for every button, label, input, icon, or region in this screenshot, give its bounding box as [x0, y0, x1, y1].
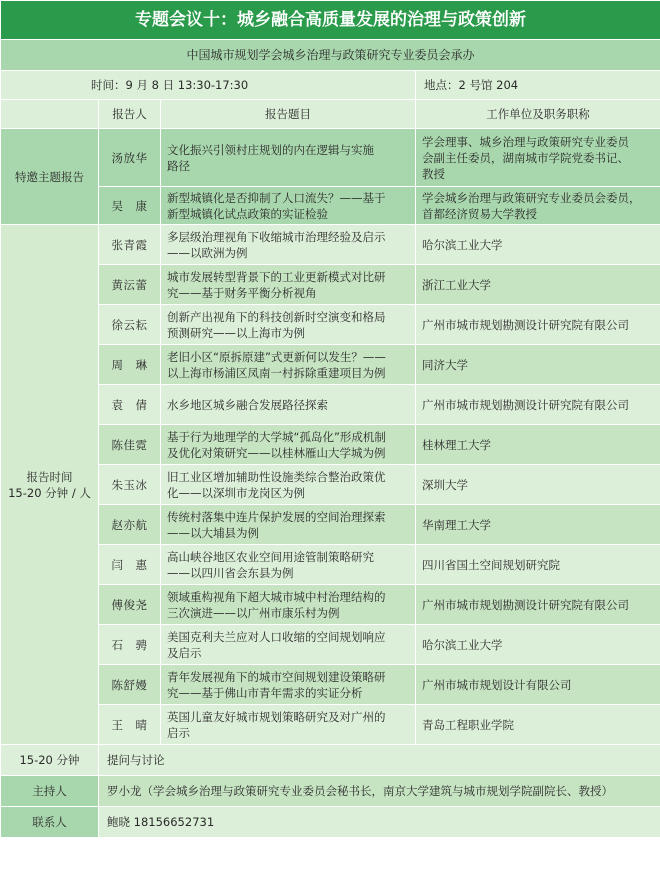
- unit-line: 四川省国土空间规划研究院: [422, 557, 560, 572]
- speaker-name: 陈佳霓: [99, 425, 161, 465]
- speaker-name: 傅俊尧: [99, 585, 161, 625]
- topic-line: 预测研究——以上海市为例: [167, 325, 305, 340]
- speaker-unit: [416, 187, 660, 225]
- topic-line: 高山峡谷地区农业空间用途管制策略研究: [167, 549, 374, 564]
- report-topic: [161, 665, 416, 705]
- report-topic: [161, 225, 416, 265]
- location-info: 地点：2 号馆 204: [416, 71, 660, 100]
- speaker-name: 袁 倩: [99, 385, 161, 425]
- speaker-unit: [416, 265, 660, 305]
- speaker-name: 王 晴: [99, 705, 161, 745]
- speaker-unit: [416, 225, 660, 265]
- speaker-unit: [416, 305, 660, 345]
- topic-line: 以上海市杨浦区凤南一村拆除重建项目为例: [167, 365, 386, 380]
- unit-line: 会副主任委员，湖南城市学院党委书记、: [422, 150, 629, 165]
- report-topic: [161, 385, 416, 425]
- unit-line: 学会城乡治理与政策研究专业委员会委员，: [422, 190, 641, 205]
- unit-line: 哈尔滨工业大学: [422, 637, 503, 652]
- organizer-line: 中国城市规划学会城乡治理与政策研究专业委员会承办: [1, 40, 660, 71]
- speaker-name: 张青霞: [99, 225, 161, 265]
- topic-line: 美国克利夫兰应对人口收缩的空间规划响应: [167, 629, 386, 644]
- speaker-name: 吴 康: [99, 187, 161, 225]
- contact-row: [1, 807, 660, 838]
- topic-line: 基于行为地理学的大学城“孤岛化”形成机制: [167, 429, 386, 444]
- unit-line: 华南理工大学: [422, 517, 491, 532]
- report-topic: [161, 705, 416, 745]
- report-topic: [161, 129, 416, 187]
- unit-line: 广州市城市规划设计有限公司: [422, 677, 572, 692]
- unit-line: 学会理事、城乡治理与政策研究专业委员: [422, 134, 629, 149]
- header-unit: 工作单位及职务职称: [416, 100, 660, 129]
- topic-line: 及启示: [167, 645, 202, 660]
- report-topic: [161, 265, 416, 305]
- unit-line: 同济大学: [422, 357, 468, 372]
- unit-line: 哈尔滨工业大学: [422, 237, 503, 252]
- unit-line: 桂林理工大学: [422, 437, 491, 452]
- topic-line: 新型城镇化试点政策的实证检验: [167, 206, 328, 221]
- header-topic: 报告题目: [161, 100, 416, 129]
- topic-line: 创新产出视角下的科技创新时空演变和格局: [167, 309, 386, 324]
- topic-line: ——以四川省会东县为例: [167, 565, 294, 580]
- speaker-unit: [416, 385, 660, 425]
- host-label: 主持人: [1, 776, 99, 807]
- session-title: 专题会议十：城乡融合高质量发展的治理与政策创新: [1, 1, 660, 40]
- report-topic: [161, 545, 416, 585]
- speaker-unit: [416, 345, 660, 385]
- discussion-text: 提问与讨论: [99, 745, 660, 776]
- topic-line: 水乡地区城乡融合发展路径探索: [167, 397, 328, 412]
- topic-line: 英国儿童友好城市规划策略研究及对广州的: [167, 709, 386, 724]
- speaker-name: 朱玉冰: [99, 465, 161, 505]
- report-row: [1, 225, 660, 265]
- unit-line: 教授: [422, 166, 445, 181]
- topic-line: 启示: [167, 725, 190, 740]
- topic-line: ——以欧洲为例: [167, 245, 248, 260]
- report-topic: [161, 585, 416, 625]
- report-row: [1, 265, 660, 305]
- topic-line: ——以大埔县为例: [167, 525, 259, 540]
- speaker-name: 赵亦航: [99, 505, 161, 545]
- contact-label: 联系人: [1, 807, 99, 838]
- unit-line: 广州市城市规划勘测设计研究院有限公司: [422, 597, 629, 612]
- speaker-name: 汤放华: [99, 129, 161, 187]
- report-row: [1, 625, 660, 665]
- speaker-unit: [416, 129, 660, 187]
- header-blank: [1, 100, 99, 129]
- report-time-label: [1, 225, 99, 745]
- unit-line: 深圳大学: [422, 477, 468, 492]
- topic-line: 传统村落集中连片保护发展的空间治理探索: [167, 509, 386, 524]
- topic-line: 城市发展转型背景下的工业更新模式对比研: [167, 269, 386, 284]
- speaker-unit: [416, 705, 660, 745]
- topic-line: 青年发展视角下的城市空间规划建设策略研: [167, 669, 386, 684]
- speaker-unit: [416, 465, 660, 505]
- unit-line: 浙江工业大学: [422, 277, 491, 292]
- host-text: 罗小龙（学会城乡治理与政策研究专业委员会秘书长，南京大学建筑与城市规划学院副院长、教授）: [99, 776, 660, 807]
- topic-line: 新型城镇化是否抑制了人口流失？——基于: [167, 190, 386, 205]
- topic-line: 领域重构视角下超大城市城中村治理结构的: [167, 589, 386, 604]
- report-row: [1, 425, 660, 465]
- unit-line: 广州市城市规划勘测设计研究院有限公司: [422, 317, 629, 332]
- time-info: 时间：9 月 8 日 13:30-17:30: [1, 71, 416, 100]
- unit-line: 青岛工程职业学院: [422, 717, 514, 732]
- report-row: [1, 305, 660, 345]
- report-row: [1, 505, 660, 545]
- topic-line: 路径: [167, 158, 190, 173]
- contact-text: 鲍晓 18156652731: [99, 807, 660, 838]
- speaker-unit: [416, 505, 660, 545]
- report-row: [1, 665, 660, 705]
- topic-line: 老旧小区“原拆原建”式更新何以发生？——: [167, 349, 386, 364]
- report-row: [1, 345, 660, 385]
- topic-line: 及优化对策研究——以桂林雁山大学城为例: [167, 445, 386, 460]
- topic-line: 旧工业区增加辅助性设施类综合整治政策优: [167, 469, 386, 484]
- speaker-name: 闫 惠: [99, 545, 161, 585]
- report-topic: [161, 305, 416, 345]
- topic-line: 三次演进——以广州市康乐村为例: [167, 605, 340, 620]
- speaker-unit: [416, 425, 660, 465]
- report-topic: [161, 345, 416, 385]
- report-topic: [161, 505, 416, 545]
- speaker-name: 徐云耘: [99, 305, 161, 345]
- header-speaker: 报告人: [99, 100, 161, 129]
- special-report-row: [1, 187, 660, 225]
- report-topic: [161, 425, 416, 465]
- speaker-name: 周 琳: [99, 345, 161, 385]
- topic-line: 多层级治理视角下收缩城市治理经验及启示: [167, 229, 386, 244]
- report-topic: [161, 187, 416, 225]
- discussion-row: [1, 745, 660, 776]
- report-time-label-line: 15-20 分钟 / 人: [8, 485, 91, 500]
- report-row: [1, 385, 660, 425]
- report-time-label-line: 报告时间: [26, 469, 73, 484]
- host-row: [1, 776, 660, 807]
- report-row: [1, 545, 660, 585]
- speaker-name: 陈舒嫚: [99, 665, 161, 705]
- topic-line: 文化振兴引领村庄规划的内在逻辑与实施: [167, 142, 374, 157]
- speaker-name: 石 骋: [99, 625, 161, 665]
- report-row: [1, 465, 660, 505]
- discussion-label: 15-20 分钟: [1, 745, 99, 776]
- report-row: [1, 585, 660, 625]
- speaker-name: 黄沄蕾: [99, 265, 161, 305]
- unit-line: 首都经济贸易大学教授: [422, 206, 537, 221]
- unit-line: 广州市城市规划勘测设计研究院有限公司: [422, 397, 629, 412]
- topic-line: 化——以深圳市龙岗区为例: [167, 485, 305, 500]
- report-topic: [161, 465, 416, 505]
- speaker-unit: [416, 625, 660, 665]
- special-report-row: [1, 129, 660, 187]
- report-topic: [161, 625, 416, 665]
- speaker-unit: [416, 545, 660, 585]
- special-report-label: 特邀主题报告: [1, 129, 99, 225]
- topic-line: 究——基于财务平衡分析视角: [167, 285, 317, 300]
- speaker-unit: [416, 585, 660, 625]
- report-row: [1, 705, 660, 745]
- topic-line: 究——基于佛山市青年需求的实证分析: [167, 685, 363, 700]
- speaker-unit: [416, 665, 660, 705]
